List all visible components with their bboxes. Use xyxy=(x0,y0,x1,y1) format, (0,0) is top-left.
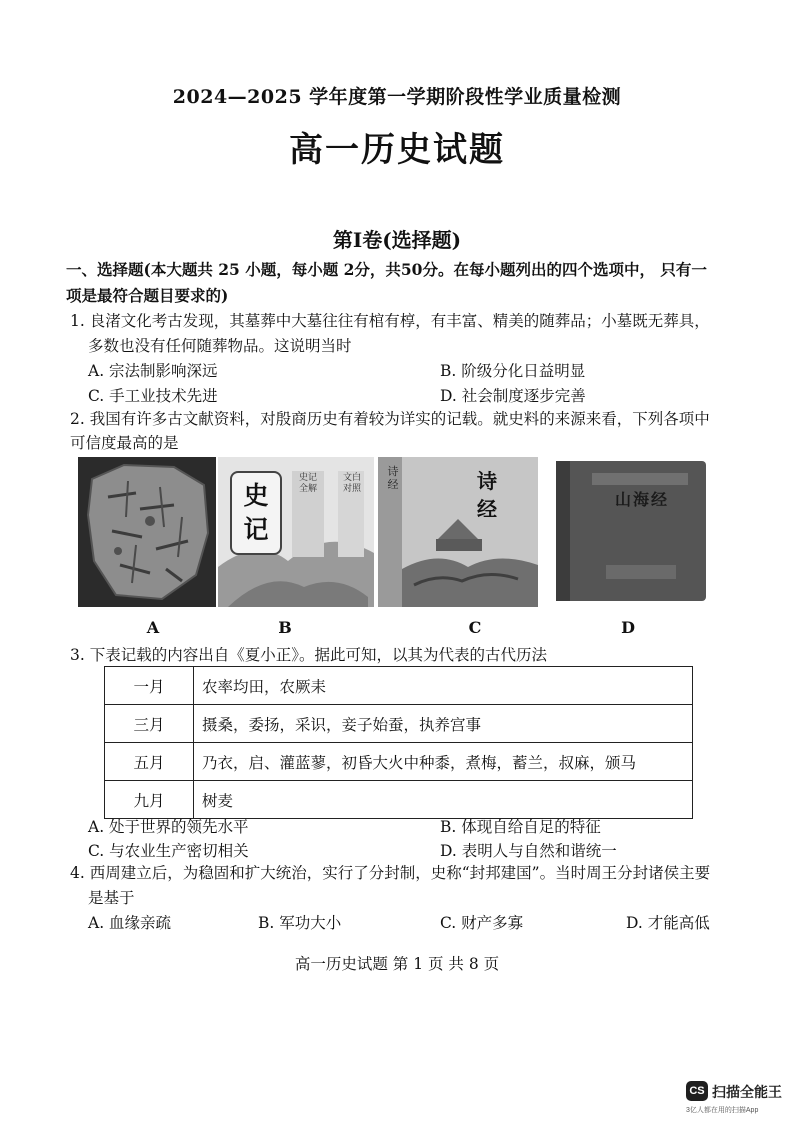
q4-option-a: A. 血缘亲疏 xyxy=(88,914,172,932)
scanner-tagline: 3亿人都在用的扫描App xyxy=(686,1107,759,1114)
q4-stem-line-1: 4. 西周建立后，为稳固和扩大统治，实行了分封制，史称“封邦建国”。当时周王分封诸侯主要 xyxy=(70,864,711,882)
exam-title: 高一历史试题 xyxy=(289,130,505,170)
table-cell-content: 摄桑，委扬，采识，妾子始蚕，执养宫事 xyxy=(194,705,693,743)
q2-image-d-shanhaijing-book xyxy=(548,457,712,607)
q2-image-b-title: 史记 xyxy=(230,471,282,555)
page-footer: 高一历史试题 第 1 页 共 8 页 xyxy=(294,955,500,973)
instructions-line-2: 项是最符合题目要求的) xyxy=(66,286,229,305)
table-cell-month: 五月 xyxy=(105,743,194,781)
scanner-logo-icon: CS xyxy=(686,1081,708,1101)
table-cell-month: 一月 xyxy=(105,667,194,705)
q3-stem: 3. 下表记载的内容出自《夏小正》。据此可知，以其为代表的古代历法 xyxy=(70,646,547,664)
q4-stem-line-2: 是基于 xyxy=(88,889,135,907)
table-cell-content: 树麦 xyxy=(194,781,693,819)
q1-option-b: B. 阶级分化日益明显 xyxy=(440,362,586,380)
q3-option-a: A. 处于世界的领先水平 xyxy=(88,818,249,836)
q4-option-d: D. 才能高低 xyxy=(626,914,710,932)
q1-option-d: D. 社会制度逐步完善 xyxy=(440,387,586,405)
q2-image-c-shijing-book xyxy=(378,457,538,607)
q2-image-b-side-text-1: 史记全解 xyxy=(298,473,317,494)
q1-option-c: C. 手工业技术先进 xyxy=(88,387,218,405)
q4-option-b: B. 军功大小 xyxy=(258,914,342,932)
q2-image-c-label: C xyxy=(468,618,482,637)
table-cell-content: 农率均田，农厥耒 xyxy=(194,667,693,705)
q2-image-d-title: 山海经 xyxy=(614,490,669,509)
exam-header: 2024—2025 学年度第一学期阶段性学业质量检测 xyxy=(172,86,622,108)
table-cell-month: 三月 xyxy=(105,705,194,743)
q4-option-c: C. 财产多寡 xyxy=(440,914,524,932)
q2-image-c-title: 诗经 xyxy=(477,469,497,521)
q3-option-d: D. 表明人与自然和谐统一 xyxy=(440,842,617,860)
table-cell-content: 乃衣，启、灌蓝蓼，初昏大火中种黍，煮梅，蓄兰，叔麻，颁马 xyxy=(194,743,693,781)
table-row xyxy=(105,667,693,705)
table-row xyxy=(105,781,693,819)
q1-stem-line-2: 多数也没有任何随葬物品。这说明当时 xyxy=(88,337,352,355)
q2-image-a-label: A xyxy=(146,618,160,637)
q2-image-d-label: D xyxy=(621,618,635,637)
instructions-line-1: 一、选择题(本大题共 25 小题，每小题 2分，共50分。在每小题列出的四个选项中， 只有一 xyxy=(66,260,707,279)
q2-stem-line-1: 2. 我国有许多古文献资料，对殷商历史有着较为详实的记载。就史料的来源来看，下列各项中 xyxy=(70,410,710,428)
scanner-app-name: 扫描全能王 xyxy=(712,1084,782,1100)
q1-option-a: A. 宗法制影响深远 xyxy=(88,362,218,380)
q3-option-c: C. 与农业生产密切相关 xyxy=(88,842,249,860)
table-row xyxy=(105,705,693,743)
q1-stem-line-1: 1. 良渚文化考古发现，其墓葬中大墓往往有棺有椁，有丰富、精美的随葬品；小墓既无葬具， xyxy=(70,312,710,330)
q3-calendar-table xyxy=(104,666,693,819)
q2-image-c-spine-title: 诗经 xyxy=(387,465,399,491)
section-title: 第Ⅰ卷(选择题) xyxy=(332,228,462,252)
q2-image-b-label: B xyxy=(278,618,292,637)
table-cell-month: 九月 xyxy=(105,781,194,819)
table-row xyxy=(105,743,693,781)
q2-image-b-side-text-2: 文白对照 xyxy=(342,473,361,494)
q2-image-a-oracle-bone xyxy=(78,457,216,607)
q3-option-b: B. 体现自给自足的特征 xyxy=(440,818,601,836)
q2-image-b-shiji-book xyxy=(218,457,374,607)
q2-stem-line-2: 可信度最高的是 xyxy=(70,434,179,452)
